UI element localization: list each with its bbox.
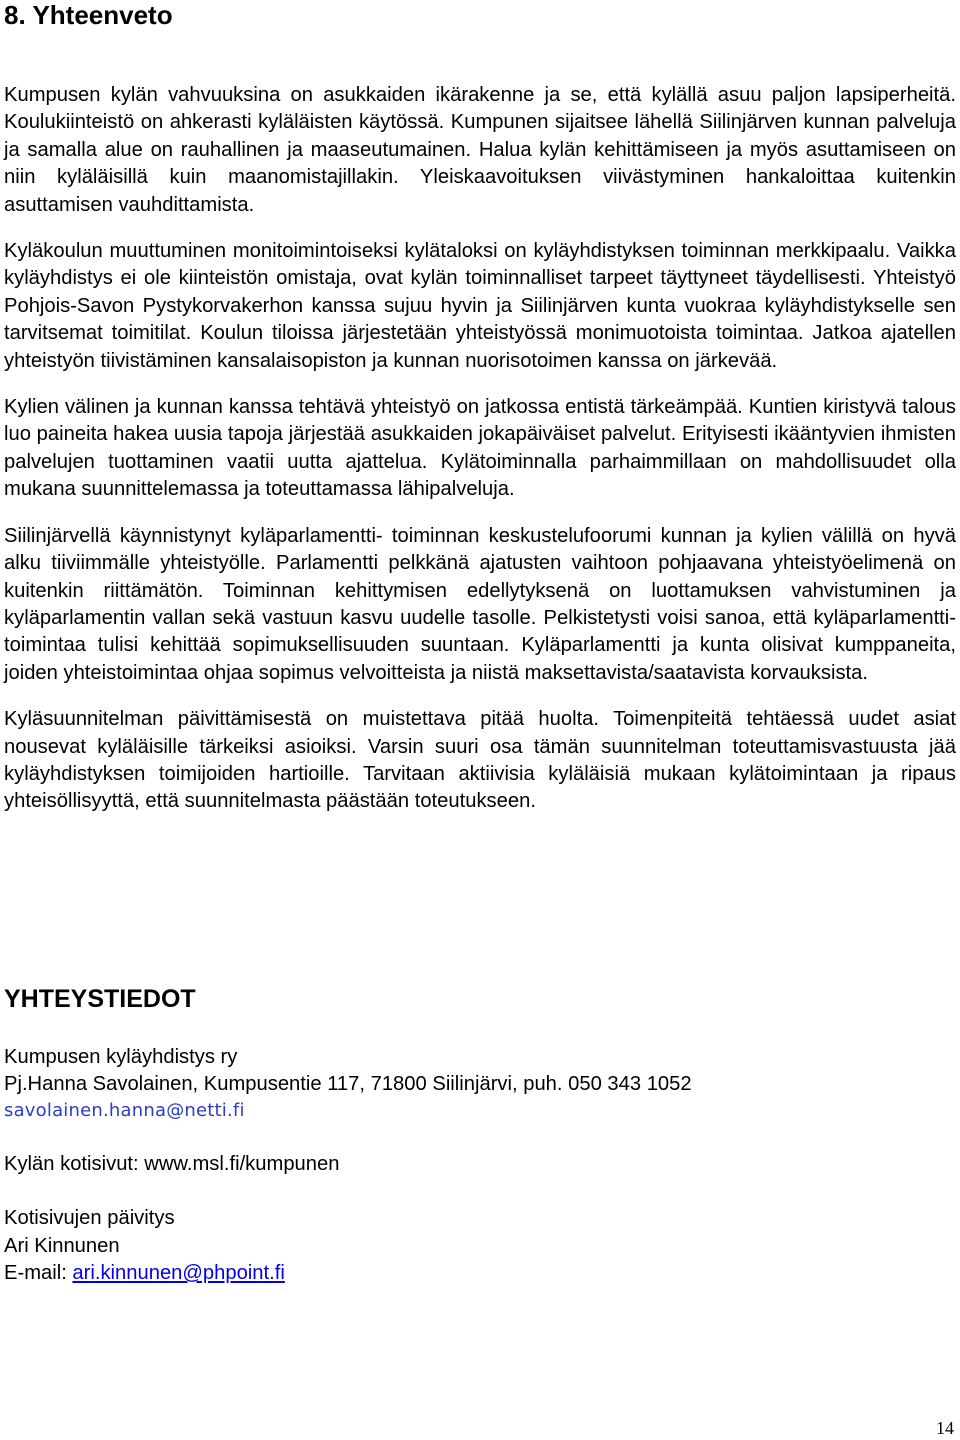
- summary-body: [4, 82, 956, 835]
- sentence: Vaikka kyläyhdistys ei ole kiinteistön omistaja, ovat kylän toiminnalliset tarpeet täyttyneet täydellisesti.: [4, 240, 956, 290]
- email-link[interactable]: ari.kinnunen@phpoint.fi: [72, 1262, 285, 1285]
- chair-contact-line: Pj.Hanna Savolainen, Kumpusentie 117, 71800 Siilinjärvi, puh. 050 343 1052: [4, 1073, 692, 1096]
- sentence: Yhteistyö Pohjois-Savon Pystykorvakerhon kanssa sujuu hyvin ja Siilinjärven kunta vuokraa kyläyhdistykselle sen tarvitsemat toimitilat.: [4, 267, 956, 345]
- sentence: Yleiskaavoituksen viivästyminen hankaloittaa kuitenkin asuttamisen vauhdittamista.: [4, 166, 956, 216]
- sentence: Jatkoa ajatellen yhteistyön tiivistäminen kansalaisopiston ja kunnan nuorisotoimen kanssa on järkevää.: [4, 322, 957, 372]
- paragraph-4: [4, 523, 956, 687]
- sentence: Kyläparlamentti ja kunta olisivat kumppaneita, joiden yhteistoimintaa ohjaa sopimus velvoitteista ja niistä maksettavista/saatavista korvauksista.: [4, 634, 957, 684]
- sentence: Toiminnan kehittymisen edellytyksenä on luottamuksen vahvistuminen ja kyläparlamentin vallan sekä vastuun kasvu uudelle tasolle.: [4, 579, 956, 629]
- sentence: Pelkistetysti voisi sanoa, että kyläparlamentti- toimintaa tulisi kehittää sopimuksellisuuden suuntaan.: [4, 606, 956, 657]
- organization-name: Kumpusen kyläyhdistys ry: [4, 1046, 238, 1068]
- updates-name: Ari Kinnunen: [4, 1234, 120, 1257]
- sentence: Tarvitaan aktiivisia kyläläisiä mukaan kylätoimintaan ja ripaus yhteisöllisyyttä, että suunnitelmasta päästään toteutukseen.: [4, 762, 956, 813]
- sentence: Kyläsuunnitelman päivittämisestä on muistettava pitää huolta.: [4, 708, 600, 731]
- paragraph-5: [4, 706, 956, 816]
- sentence: Kylätoiminnalla parhaimmillaan on mahdollisuudet olla mukana suunnittelemassa ja toteuttamassa lähipalveluja.: [4, 450, 956, 501]
- sentence: Kyläkoulun muuttuminen monitoimintoiseksi kylätaloksi on kyläyhdistyksen toiminnan merkkipaalu.: [4, 240, 891, 263]
- email-label: E-mail:: [4, 1262, 73, 1285]
- sentence: Koulukiinteistö on ahkerasti kyläläisten käytössä.: [4, 111, 445, 134]
- sentence: Kylien välinen ja kunnan kanssa tehtävä yhteistyö on jatkossa entistä tärkeämpää.: [4, 396, 743, 419]
- sentence: Kumpusen kylän vahvuuksina on asukkaiden ikärakenne ja se, että kylällä asuu paljon lapsiperheitä.: [4, 84, 956, 106]
- sentence: Siilinjärvellä käynnistynyt kyläparlamentti- toiminnan keskustelufoorumi kunnan ja kylien välillä on hyvä alku tiiviimmälle yhteistyölle.: [4, 524, 956, 575]
- sentence: Varsin suuri osa tämän suunnitelman toteuttamisvastuusta jää kyläyhdistyksen toimijoiden hartioille.: [4, 735, 956, 785]
- sentence: Toimenpiteitä tehtäessä uudet asiat nousevat kyläläisille tärkeiksi asioiksi.: [4, 708, 956, 758]
- sentence: Kumpunen sijaitsee lähellä Siilinjärven kunnan palveluja ja samalla alue on rauhallinen ja maaseutumainen.: [4, 111, 956, 161]
- contact-title: YHTEYSTIEDOT: [4, 985, 196, 1013]
- sentence: Parlamentti pelkkänä ajatusten vaihtoon pohjaavana yhteistyöelimenä on kuitenkin riittämätön.: [4, 552, 956, 602]
- page-number: 14: [936, 1418, 954, 1438]
- sentence: Kuntien kiristyvä talous luo paineita hakea uusia tapoja järjestää asukkaiden jokapäiväiset palvelut.: [4, 396, 956, 446]
- sentence: Koulun tiloissa järjestetään yhteistyössä monimuotoista toimintaa.: [200, 322, 804, 345]
- email-line: [4, 1260, 956, 1287]
- paragraph-1: [4, 82, 956, 219]
- section-heading: 8. Yhteenveto: [4, 0, 173, 30]
- sentence: Erityisesti ikääntyvien ihmisten palvelujen tuottaminen vaatii uutta ajattelua.: [4, 423, 956, 473]
- paragraph-2: [4, 238, 956, 375]
- contact-section: [4, 984, 956, 1287]
- website-line: Kylän kotisivut: www.msl.fi/kumpunen: [4, 1152, 340, 1175]
- chair-email-image: savolainen.hanna@netti.fi: [4, 1099, 245, 1121]
- paragraph-3: [4, 394, 956, 504]
- sentence: Halua kylän kehittämiseen ja myös asuttamiseen on niin kyläläisillä kuin maanomistajillakin.: [4, 138, 956, 189]
- updates-label: Kotisivujen päivitys: [4, 1207, 175, 1230]
